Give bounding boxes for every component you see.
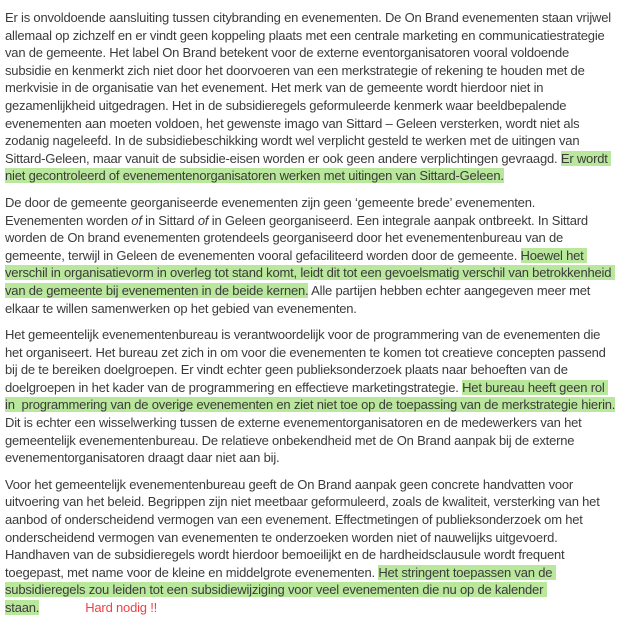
text-run: Dit is echter een wisselwerking tussen de externe evenementorganisatoren en de medewerkers van het gemeentelijk evenementenbureau. De relatieve onbekendheid met de On Brand aanpak bij de externe evenementorganisatoren draagt daar niet aan bij.: [5, 397, 619, 466]
text-run: De door de gemeente georganiseerde evenementen zijn geen ‘gemeente brede’ evenementen. Evenementen worden: [5, 194, 539, 228]
text-run: Het gemeentelijk evenementenbureau is verantwoordelijk voor de programmering van de evenementen die het organiseert. Het bureau zet zich in om voor die evenementen te komen tot creatieve concepten passend bij de te bereiken doelgroepen. Er vindt echter geen publieksonderzoek plaats naar behoeften van de doelgroepen in het kader van de programmering en effectieve marketingstrategie.: [5, 327, 610, 395]
paragraph-1: [5, 9, 616, 185]
text-run: in Geleen georganiseerd. Een integrale aanpak ontbreekt. In Sittard worden de On brand evenementen grotendeels georganiseerd door het evenementenbureau van de gemeente, terwijl in Geleen de evenementen vooral gefaciliteerd worden door de gemeente.: [5, 212, 592, 263]
paragraph-2: [5, 194, 616, 317]
text-run: Alle partijen hebben echter aangegeven meer met elkaar te willen samenwerken op het gebied van evenementen.: [5, 282, 594, 316]
text-run: in Sittard: [141, 212, 198, 228]
italic-text: of: [131, 212, 142, 228]
text-run: Voor het gemeentelijk evenementenbureau geeft de On Brand aanpak geen concrete handvatten voor uitvoering van het beleid. Begrippen zijn niet meetbaar geformuleerd, zoals de kwaliteit, versterking van het aanbod of onderscheidend vermogen van een evenement. Effectmetingen of publieksonderzoek om het onderscheidend vermogen van evenementen te onderzoeken worden niet of nauwelijks uitgevoerd. Handhaven van de subsidieregels wordt hierdoor bemoeilijkt en de hardheidsclausule wordt frequent toegepast, met name voor de kleine en middelgrote evenementen.: [5, 476, 604, 580]
paragraph-3: [5, 326, 619, 467]
annotation-text: Hard nodig !!: [85, 600, 158, 615]
highlighted-text: Het stringent toepassen van de subsidieregels zou leiden tot een subsidiewijziging voor veel evenementen die nu op de kalender staan.: [5, 564, 556, 615]
italic-text: of: [197, 212, 209, 228]
highlighted-text: Het bureau heeft geen rol in programmering van de overige evenementen en ziet niet toe op de toepassing van de merkstrategie hierin.: [5, 379, 616, 413]
document-body: [5, 9, 619, 617]
highlighted-text: Hoewel het verschil in organisatievorm in overleg tot stand komt, leidt dit tot een gevoelsmatig verschil van betrokkenheid van de gemeente bij evenementen in de beide kernen.: [5, 247, 615, 298]
paragraph-4: [5, 476, 616, 617]
highlighted-text: Er wordt niet gecontroleerd of evenementenorganisatoren werken met uitingen van Sittard-Geleen.: [5, 150, 612, 184]
text-run: Er is onvoldoende aansluiting tussen citybranding en evenementen. De On Brand evenementen staan vrijwel allemaal op zichzelf en er vindt geen koppeling plaats met een centrale marketing en communicatiestrategie van de gemeente. Het label On Brand betekent voor de externe eventorganisatoren vooral voldoende subsidie en kenmerkt zich niet door het doorvoeren van een merkstrategie of rekening te houden met de merkvisie in de organisatie van het evenement. Het merk van de gemeente wordt hierdoor niet in gezamenlijkheid uitgedragen. Het in de subsidieregels geformuleerde kenmerk waar beeldbepalende evenementen aan moeten voldoen, het gewenste imago van Sittard – Geleen versterken, wordt niet als zodanig nageleefd. In de subsidiebeschikking wordt wel verplicht gesteld te werken met de uitingen van Sittard-Geleen, maar vanuit de subsidie-eisen worden er ook geen andere verplichtingen gevraagd.: [5, 10, 615, 166]
